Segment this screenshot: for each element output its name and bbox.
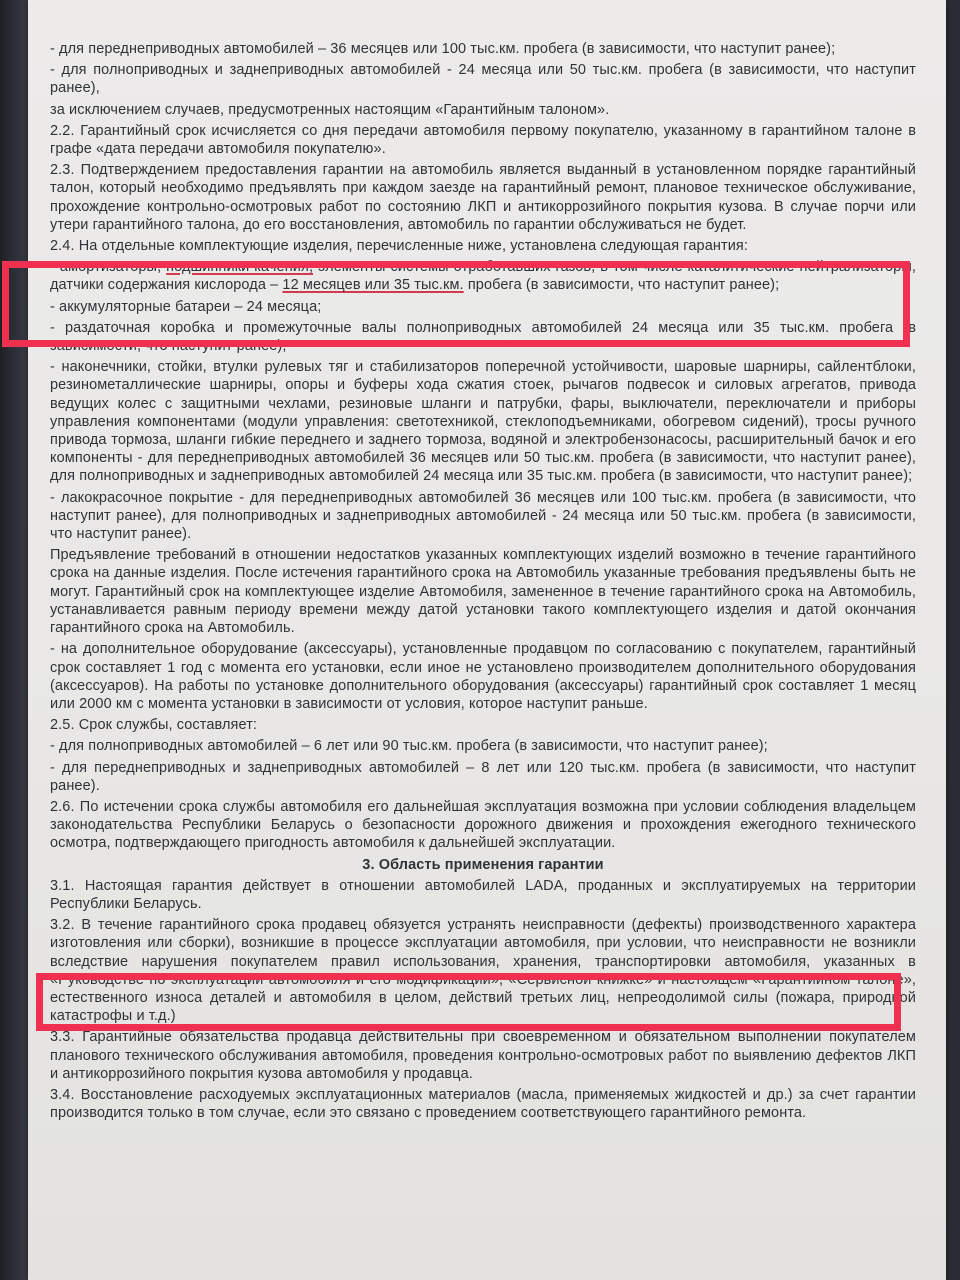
underlined-bearings: подшипники качения, xyxy=(166,259,314,276)
paragraph: 2.2. Гарантийный срок исчисляется со дня передачи автомобиля первому покупателю, указанному в гарантийном талоне в графе «дата передачи автомобиля покупателю». xyxy=(50,122,916,158)
paragraph: - наконечники, стойки, втулки рулевых тяг и стабилизаторов поперечной устойчивости, шаровые шарниры, сайлентблоки, резинометаллические шарниры, опоры и буферы хода сжатия стоек, рычагов подвесок и силовых агрегатов, привода ведущих колес с защитными чехлами, резиновые шланги и патрубки, фары, выключатели, переключатели и приборы управления компонентами (модули управления: светотехникой, стеклоподъемниками, обогревом сидений), тросы ручного привода тормоза, шланги гибкие переднего и заднего тормоза, водяной и электробензонасосы, расширительный бачок и его компоненты - для переднеприводных автомобилей 36 месяцев или 50 тыс.км. пробега (в зависимости, что наступит ранее), для полноприводных и заднеприводных автомобилей 24 месяца или 35 тыс.км. пробега (в зависимости, что наступит ранее); xyxy=(50,359,916,485)
paragraph: - аккумуляторные батареи – 24 месяца; xyxy=(50,298,322,315)
paragraph-2-4: 2.4. На отдельные комплектующие изделия, перечисленные ниже, установлена следующая гарантия: xyxy=(50,238,748,255)
section-heading: 3. Область применения гарантии xyxy=(362,856,604,873)
paragraph: 3.4. Восстановление расходуемых эксплуатационных материалов (масла, применяемых жидкостей и др.) за счет гарантии производится только в том случае, если это связано с проведением соответствующего гарантийного ремонта. xyxy=(50,1086,916,1122)
text-span: - амортизаторы, xyxy=(50,259,162,276)
paragraph: - лакокрасочное покрытие - для переднеприводных автомобилей 36 месяцев или 100 тыс.км. пробега (в зависимости, что наступит ранее), для полноприводных и заднеприводных автомобилей - 24 месяца или 50 тыс.км. пробега (в зависимости, что наступит ранее). xyxy=(50,489,916,543)
paragraph: 2.5. Срок службы, составляет: xyxy=(50,717,258,734)
paragraph: Предъявление требований в отношении недостатков указанных комплектующих изделий возможно в течение гарантийного срока на данные изделия. После истечения гарантийного срока на Автомобиль указанные требования предъявлены быть не могут. Гарантийный срок на комплектующее изделие Автомобиля, замененное в течение гарантийного срока на Автомобиль, устанавливается равным периоду времени между датой установки такого комплектующего изделия и датой окончания гарантийного срока на Автомобиль. xyxy=(50,547,916,637)
background-edge xyxy=(0,0,28,1280)
document-page xyxy=(28,0,946,1280)
document-text xyxy=(50,40,916,1125)
underlined-term: 12 месяцев или 35 тыс.км. xyxy=(282,277,464,294)
paragraph: 3.2. В течение гарантийного срока продавец обязуется устранять неисправности (дефекты) производственного характера изготовления или сборки), возникшие в процессе эксплуатации автомобиля, при условии, что неисправности не возникли вследствие нарушения покупателем правил использования, хранения, транспортировки автомобиля, указанных в «Руководстве по эксплуатации автомобиля и его модификаций», «Сервисной книжке» и настоящем «Гарантийном талоне», естественного износа деталей и автомобиля в целом, действий третьих лиц, непреодолимой силы (пожара, природной катастрофы и т.д.) xyxy=(50,917,916,1025)
text-span: пробега (в зависимости, что наступит ранее); xyxy=(467,277,780,294)
paragraph: 2.3. Подтверждением предоставления гарантии на автомобиль является выданный в установленном порядке гарантийный талон, который необходимо предъявлять при каждом заезде на гарантийный ремонт, плановое техническое обслуживание, прохождение контрольно-осмотровых работ по состоянию ЛКП и антикоррозийного покрытия кузова. В случае порчи или утери гарантийного талона, до его восстановления, автомобиль по гарантии обслуживаться не будет. xyxy=(50,162,916,233)
paragraph: - для переднеприводных и заднеприводных автомобилей – 8 лет или 120 тыс.км. пробега (в зависимости, что наступит ранее). xyxy=(50,759,916,794)
paragraph: - для переднеприводных автомобилей – 36 месяцев или 100 тыс.км. пробега (в зависимости, что наступит ранее); xyxy=(50,41,836,57)
paragraph: - для полноприводных автомобилей – 6 лет или 90 тыс.км. пробега (в зависимости, что наступит ранее); xyxy=(50,738,768,755)
paragraph: - раздаточная коробка и промежуточные валы полноприводных автомобилей 24 месяца или 35 тыс.км. пробега (в зависимости, что наступит ранее); xyxy=(50,319,916,355)
paragraph-3-1: 3.1. Настоящая гарантия действует в отношении автомобилей LADA, проданных и эксплуатируемых на территории Республики Беларусь. xyxy=(50,877,916,912)
paragraph-components xyxy=(50,258,916,294)
paragraph: 3.3. Гарантийные обязательства продавца действительны при своевременном и обязательном выполнении покупателем планового технического обслуживания автомобиля, проведения контрольно-осмотровых работ по выявлению дефектов ЛКП и антикоррозийного покрытия кузова автомобиля у продавца. xyxy=(50,1029,916,1082)
paragraph: - для полноприводных и заднеприводных автомобилей - 24 месяца или 50 тыс.км. пробега (в зависимости, что наступит ранее), xyxy=(50,62,916,97)
paragraph: - на дополнительное оборудование (аксессуары), установленные продавцом по согласованию с покупателем, гарантийный срок составляет 1 год с момента его установки, если иное не установлено производителем дополнительного оборудования (аксессуаров). На работы по установке дополнительного оборудования (аксессуары) гарантийный срок составляет 1 месяц или 2000 км с момента установки в зависимости от условия, которое наступит раньше. xyxy=(50,641,916,712)
paragraph: 2.6. По истечении срока службы автомобиля его дальнейшая эксплуатация возможна при условии соблюдения владельцем законодательства Республики Беларусь о безопасности дорожного движения и прохождения ежегодного технического осмотра, подтверждающего пригодность автомобиля к дальнейшей эксплуатации. xyxy=(50,798,916,852)
paragraph: за исключением случаев, предусмотренных настоящим «Гарантийным талоном». xyxy=(50,101,610,118)
text-span: элементы системы отработавших газов, в том числе каталитические нейтрализаторы, датчики содержания кислорода – xyxy=(50,259,916,294)
